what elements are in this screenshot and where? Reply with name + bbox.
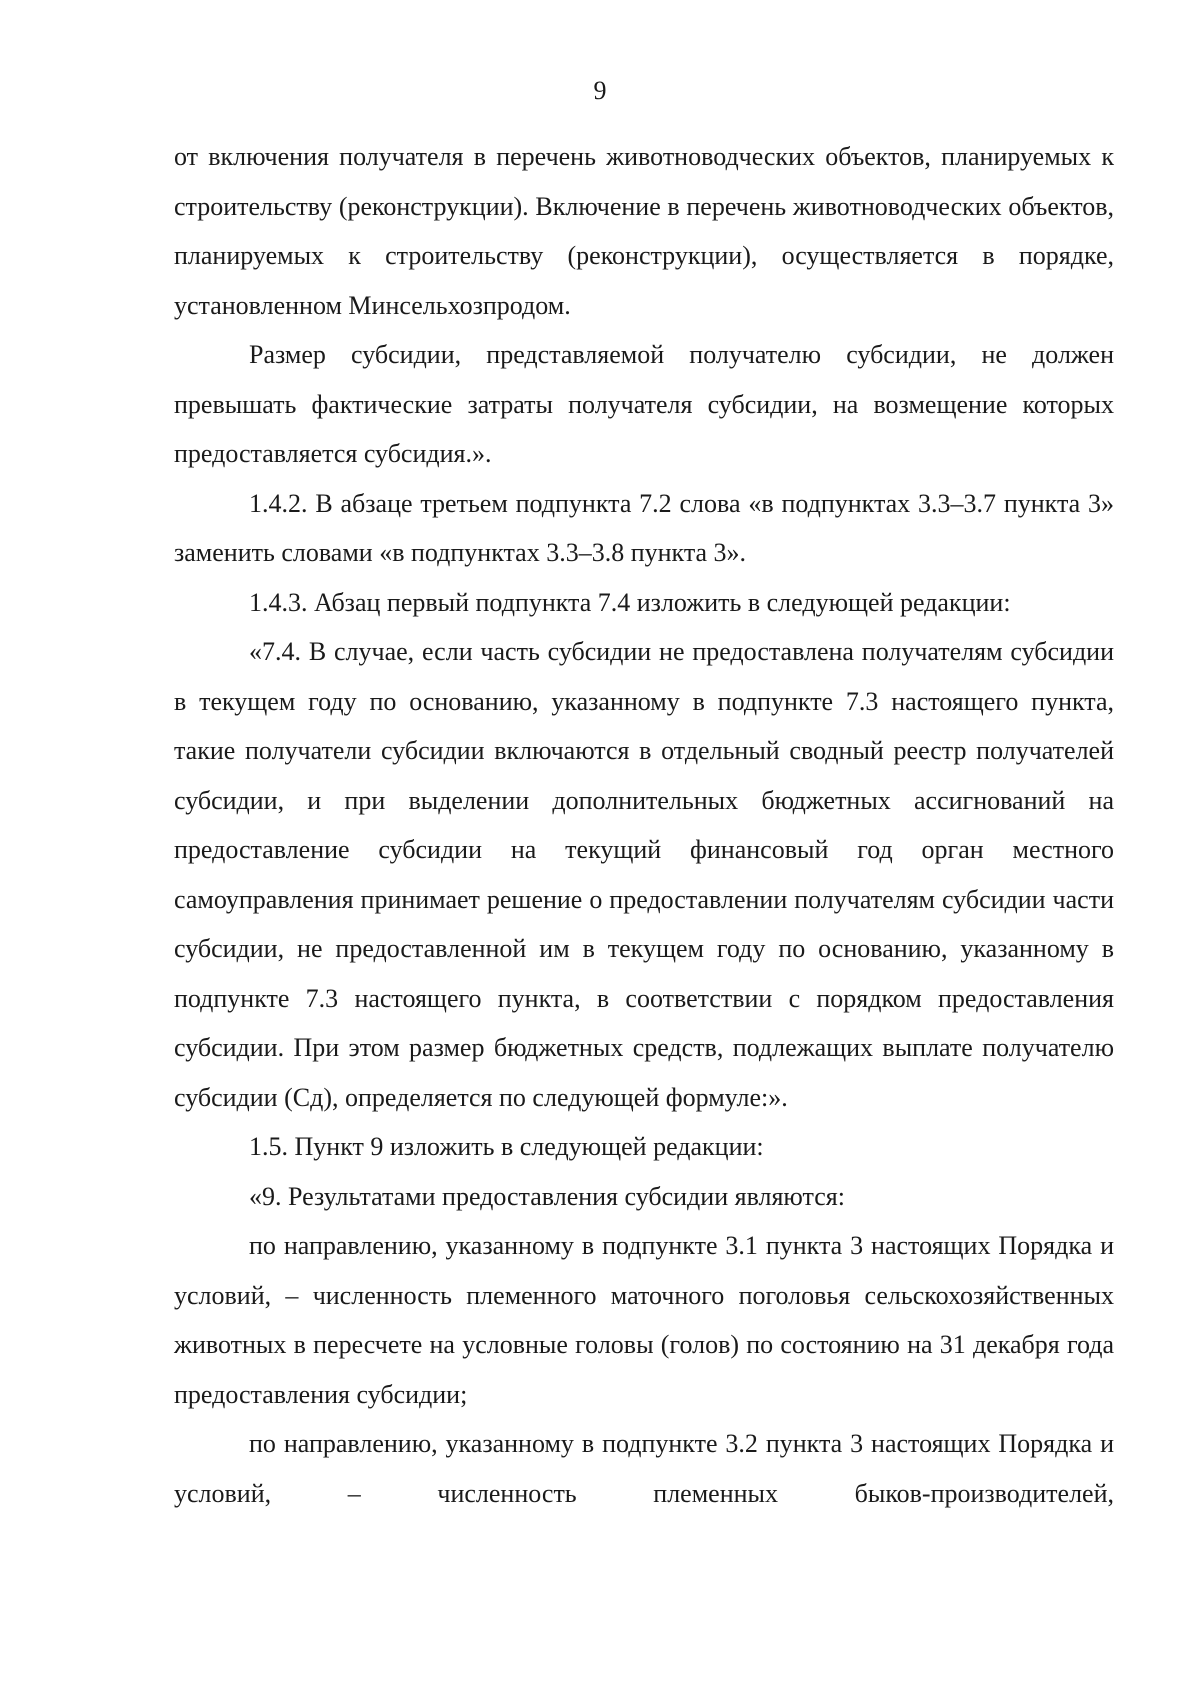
paragraph-direction-3-2: по направлению, указанному в подпункте 3.2 пункта 3 настоящих Порядка и условий, – численность племенных быков-производителей, [174,1429,1114,1508]
paragraph-direction-3-1: по направлению, указанному в подпункте 3.1 пункта 3 настоящих Порядка и условий, – численность племенного маточного поголовья сельскохозяйственных животных в пересчете на условные головы (голов) по состоянию на 31 декабря года предоставления субсидии; [174,1231,1114,1409]
paragraph-9-results: «9. Результатами предоставления субсидии являются: [249,1181,845,1211]
paragraph-continuation: от включения получателя в перечень животноводческих объектов, планируемых к строительству (реконструкции). Включение в перечень животноводческих объектов, планируемых к строительству (реконструкции), осуществляется в порядке, установленном Минсельхозпродом. [174,142,1114,320]
document-body [174,132,1114,1518]
page-number: 9 [593,76,607,105]
paragraph-subsidy-size: Размер субсидии, представляемой получателю субсидии, не должен превышать фактические затраты получателя субсидии, на возмещение которых предоставляется субсидия.». [174,340,1114,468]
paragraph-1-5: 1.5. Пункт 9 изложить в следующей редакции: [249,1132,764,1161]
paragraph-7-4: «7.4. В случае, если часть субсидии не предоставлена получателям субсидии в текущем году по основанию, указанному в подпункте 7.3 настоящего пункта, такие получатели субсидии включаются в отдельный сводный реестр получателей субсидии, и при выделении дополнительных бюджетных ассигнований на предоставление субсидии на текущий финансовый год орган местного самоуправления принимает решение о предоставлении получателям субсидии части субсидии, не предоставленной им в текущем году по основанию, указанному в подпункте 7.3 настоящего пункта, в соответствии с порядком предоставления субсидии. При этом размер бюджетных средств, подлежащих выплате получателю субсидии (Сд), определяется по следующей формуле:». [174,637,1114,1112]
paragraph-1-4-2: 1.4.2. В абзаце третьем подпункта 7.2 слова «в подпунктах 3.3–3.7 пункта 3» заменить словами «в подпунктах 3.3–3.8 пункта 3». [174,488,1114,567]
paragraph-1-4-3: 1.4.3. Абзац первый подпункта 7.4 изложить в следующей редакции: [249,587,1011,617]
